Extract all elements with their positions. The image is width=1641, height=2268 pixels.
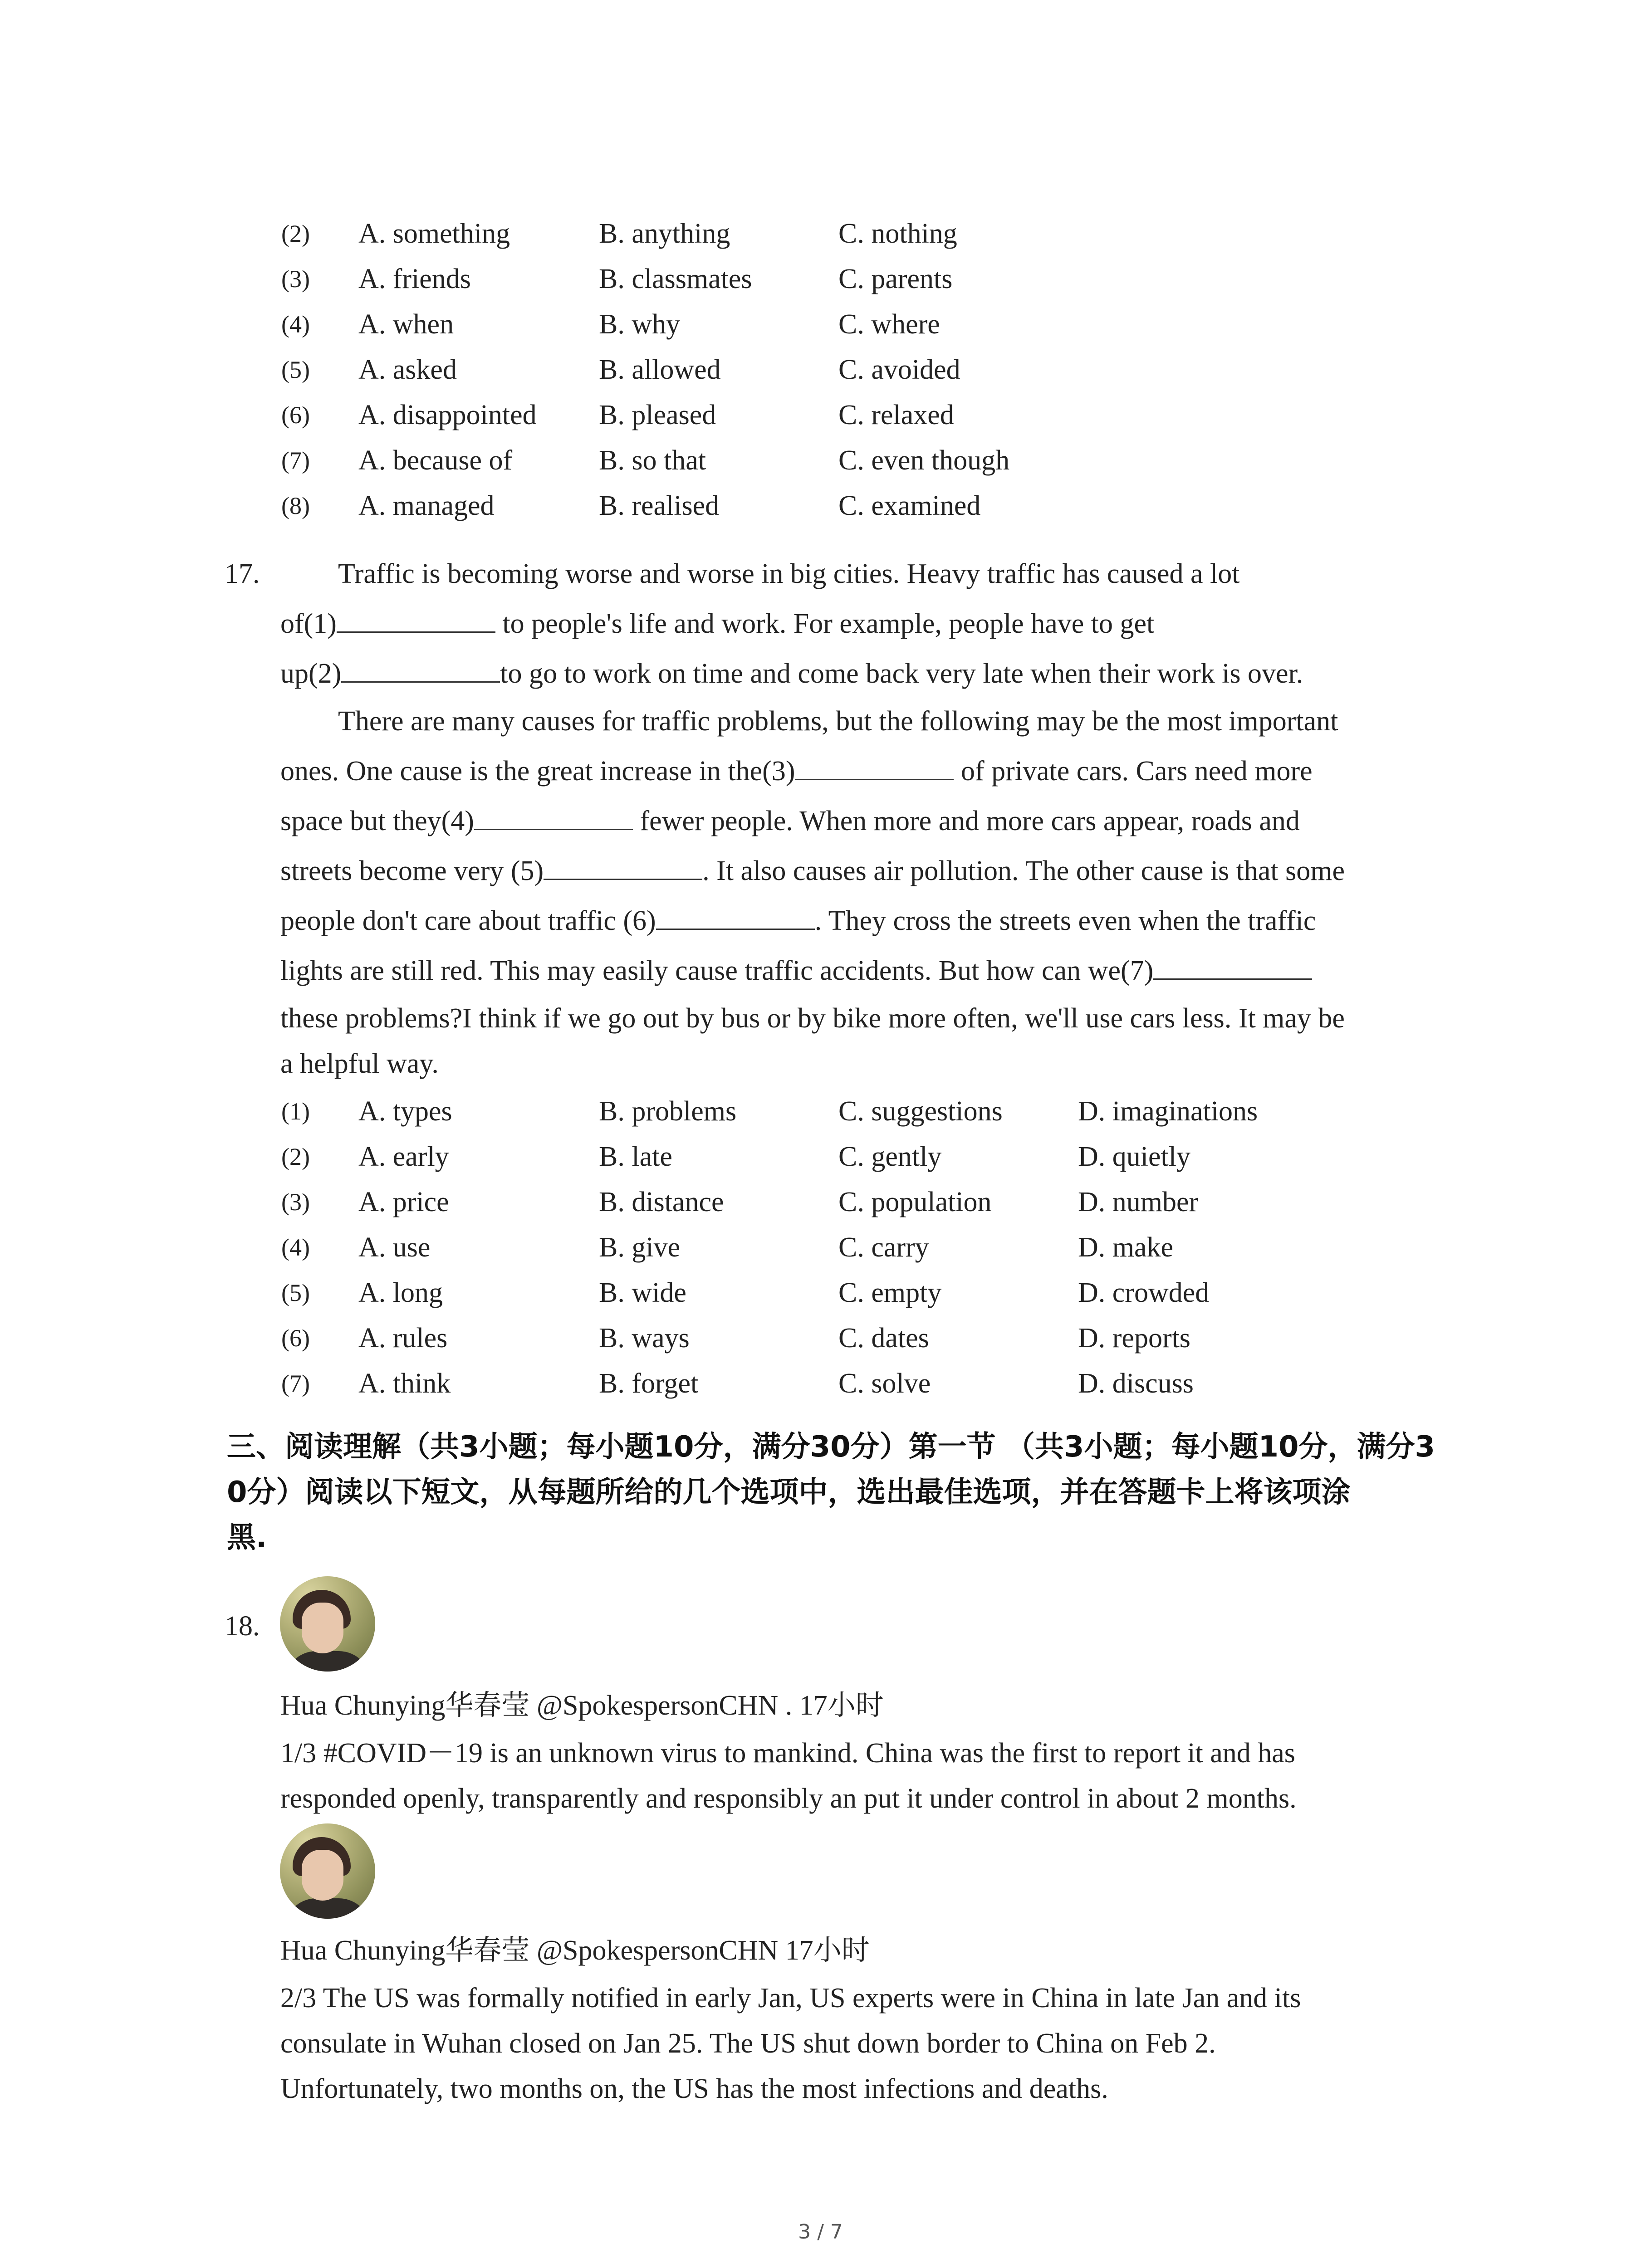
option-d: D. make [1078,1232,1174,1263]
option-a: A. long [358,1277,443,1308]
passage-text: of(1) [280,608,337,639]
answer-blank [341,656,500,683]
option-d: D. crowded [1078,1277,1210,1308]
option-b: B. pleased [599,400,716,430]
option-b: B. classmates [599,264,752,294]
question-number: 17. [225,558,260,589]
avatar-shoulder [284,1651,371,1672]
option-number: (3) [281,1188,310,1216]
avatar-face [302,1850,343,1901]
tweet-header: Hua Chunying华春莹 @SpokespersonCHN . 17小时 [280,1690,884,1721]
passage-line [280,900,1316,941]
option-number: (2) [281,1143,310,1170]
passage-text: streets become very (5) [280,855,544,886]
option-c: C. population [838,1187,992,1217]
option-number: (5) [281,1279,310,1306]
option-b: B. late [599,1141,672,1172]
option-c: C. parents [838,264,953,294]
passage-text: to people's life and work. For example, people have to get [495,608,1155,639]
option-a: A. types [358,1096,452,1127]
option-b: B. so that [599,445,706,476]
option-number: (2) [281,220,310,247]
option-c: C. even though [838,445,1010,476]
section-heading [227,1424,1452,1560]
passage-line [280,751,1313,792]
option-number: (6) [281,1325,310,1352]
option-a: A. when [358,309,454,340]
option-d: D. discuss [1078,1368,1194,1399]
passage-text: lights are still red. This may easily cause traffic accidents. But how can we(7) [280,955,1154,986]
question-number: 18. [225,1611,260,1642]
option-a: A. asked [358,354,457,385]
option-c: C. suggestions [838,1096,1003,1127]
passage-text: to go to work on time and come back very late when their work is over. [500,658,1303,689]
option-a: A. price [358,1187,449,1217]
option-d: D. reports [1078,1323,1190,1354]
avatar-shoulder [284,1898,371,1919]
option-number: (6) [281,401,310,429]
passage-text: up(2) [280,658,342,689]
tweet-line: Unfortunately, two months on, the US has the most infections and deaths. [280,2073,1108,2104]
option-number: (3) [281,265,310,293]
tweet-line: consulate in Wuhan closed on Jan 25. The US shut down border to China on Feb 2. [280,2028,1216,2059]
passage-line [280,1043,439,1084]
passage-text: ones. One cause is the great increase in the(3) [280,756,795,787]
option-c: C. examined [838,490,981,521]
tweet-header: Hua Chunying华春莹 @SpokespersonCHN 17小时 [280,1935,870,1966]
option-a: A. managed [358,490,495,521]
passage-text: space but they(4) [280,806,474,836]
answer-blank [795,753,954,780]
option-a: A. friends [358,264,471,294]
option-c: C. where [838,309,940,340]
section-heading-line: 三、阅读理解（共3小题；每小题10分，满分30分）第一节 （共3小题；每小题10分，满分3 [227,1430,1435,1464]
option-number: (4) [281,1234,310,1261]
option-number: (7) [281,447,310,474]
option-d: D. quietly [1078,1141,1190,1172]
option-b: B. distance [599,1187,724,1217]
option-number: (8) [281,492,310,519]
option-a: A. because of [358,445,513,476]
option-c: C. dates [838,1323,929,1354]
option-number: (7) [281,1370,310,1397]
passage-line [280,653,1303,694]
passage-text: these problems?I think if we go out by bus or by bike more often, we'll use cars less. It may be [280,1003,1345,1034]
option-b: B. give [599,1232,681,1263]
passage-text: . It also causes air pollution. The other cause is that some [702,855,1345,886]
option-b: B. forget [599,1368,699,1399]
passage-line [280,801,1300,841]
answer-blank [544,853,702,880]
option-d: D. number [1078,1187,1199,1217]
option-b: B. problems [599,1096,737,1127]
option-c: C. carry [838,1232,929,1263]
answer-blank [337,606,495,633]
option-number: (4) [281,311,310,338]
answer-blank [656,903,815,930]
passage-text: people don't care about traffic (6) [280,905,656,936]
page-number: 3 / 7 [798,2220,843,2244]
passage-text: . They cross the streets even when the traffic [814,905,1316,936]
passage-line [280,850,1345,891]
passage-line [280,603,1154,644]
option-d: D. imaginations [1078,1096,1258,1127]
option-b: B. anything [599,218,730,249]
option-a: A. disappointed [358,400,537,430]
option-b: B. realised [599,490,720,521]
passage-text: Traffic is becoming worse and worse in big cities. Heavy traffic has caused a lot [338,558,1240,589]
option-c: C. avoided [838,354,960,385]
tweet-line: 2/3 The US was formally notified in early Jan, US experts were in China in late Jan and its [280,1983,1301,2014]
option-a: A. something [358,218,510,249]
option-b: B. why [599,309,681,340]
passage-text: There are many causes for traffic problems, but the following may be the most important [338,706,1338,737]
option-b: B. ways [599,1323,690,1354]
answer-blank [1153,953,1312,980]
passage-text: of private cars. Cars need more [954,756,1313,787]
option-number: (1) [281,1098,310,1125]
option-number: (5) [281,356,310,383]
passage-line [280,998,1345,1039]
passage-line [280,950,1312,991]
passage-text: a helpful way. [280,1048,439,1079]
avatar [280,1823,375,1919]
option-a: A. use [358,1232,431,1263]
option-c: C. relaxed [838,400,954,430]
option-b: B. wide [599,1277,686,1308]
option-c: C. solve [838,1368,931,1399]
tweet-line: responded openly, transparently and responsibly an put it under control in about 2 months. [280,1783,1297,1814]
answer-blank [474,803,633,830]
passage-line [338,701,1338,742]
section-heading-line: 0分）阅读以下短文，从每题所给的几个选项中，选出最佳选项，并在答题卡上将该项涂 [227,1476,1351,1509]
option-c: C. nothing [838,218,957,249]
passage-line [338,553,1239,594]
tweet-line: 1/3 #COVID－19 is an unknown virus to mankind. China was the first to report it and has [280,1738,1295,1769]
option-a: A. early [358,1141,449,1172]
option-c: C. gently [838,1141,942,1172]
passage-text: fewer people. When more and more cars appear, roads and [632,806,1300,836]
option-a: A. think [358,1368,451,1399]
option-c: C. empty [838,1277,942,1308]
option-b: B. allowed [599,354,721,385]
avatar-face [302,1603,343,1653]
option-a: A. rules [358,1323,448,1354]
section-heading-line: 黑. [227,1521,267,1554]
avatar [280,1576,375,1672]
